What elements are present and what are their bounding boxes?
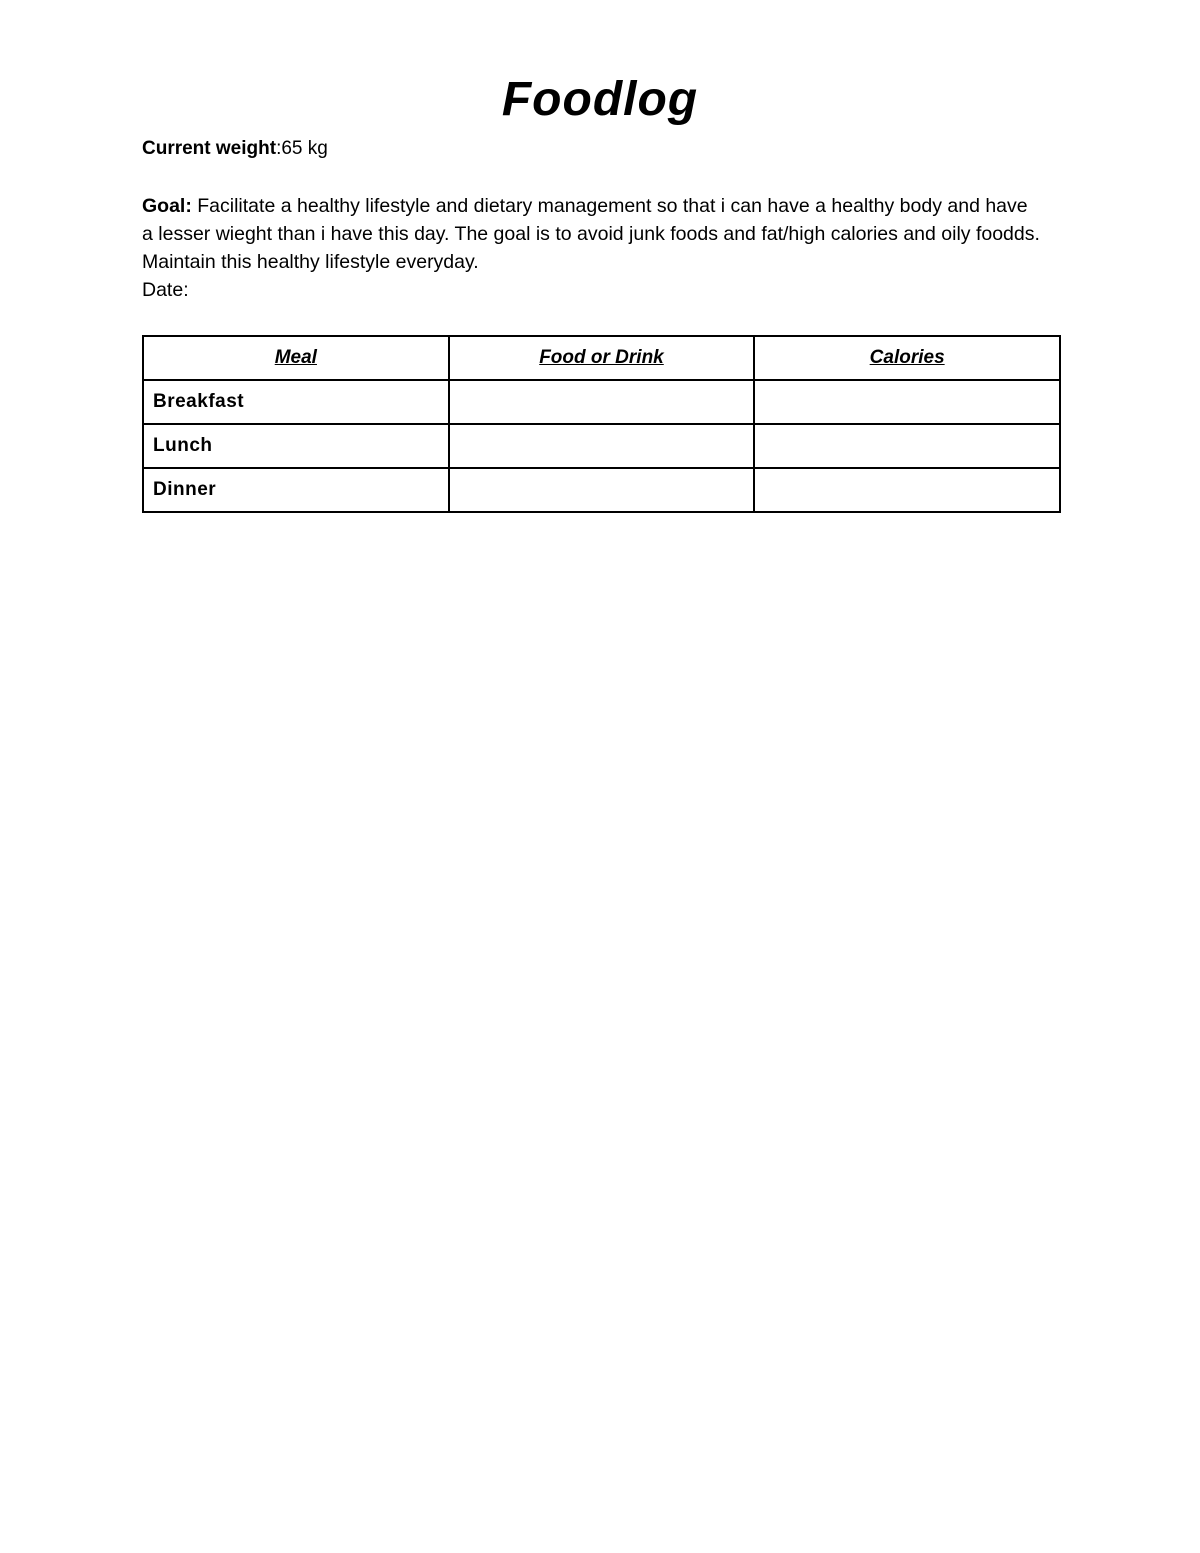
page-title: Foodlog [501,73,699,126]
goal-text: Facilitate a healthy lifestyle and dietary management so that i can have a healthy body and have a lesser wieght than i have this day. The goal is to avoid junk foods and fat/high calories and oily foodds. Maintain this healthy lifestyle everyday. [142,195,1040,273]
meal-cell: Dinner [143,468,449,512]
food-log-table [142,335,1061,513]
header-calories: Calories [754,336,1060,380]
calories-cell [754,380,1060,424]
meal-cell: Breakfast [143,380,449,424]
current-weight-label: Current weight [142,138,277,159]
meal-cell: Lunch [143,424,449,468]
header-food-or-drink: Food or Drink [449,336,755,380]
goal-label: Goal: [142,195,192,217]
calories-cell [754,468,1060,512]
table-row [143,380,1060,424]
table-row [143,468,1060,512]
date-label: Date: [142,279,189,301]
food-cell [449,424,755,468]
table-header-row [143,336,1060,380]
current-weight [142,138,328,160]
table-row [143,424,1060,468]
header-meal: Meal [143,336,449,380]
food-cell [449,468,755,512]
calories-cell [754,424,1060,468]
goal-section [142,192,1042,304]
food-cell [449,380,755,424]
current-weight-value: :65 kg [276,138,328,159]
